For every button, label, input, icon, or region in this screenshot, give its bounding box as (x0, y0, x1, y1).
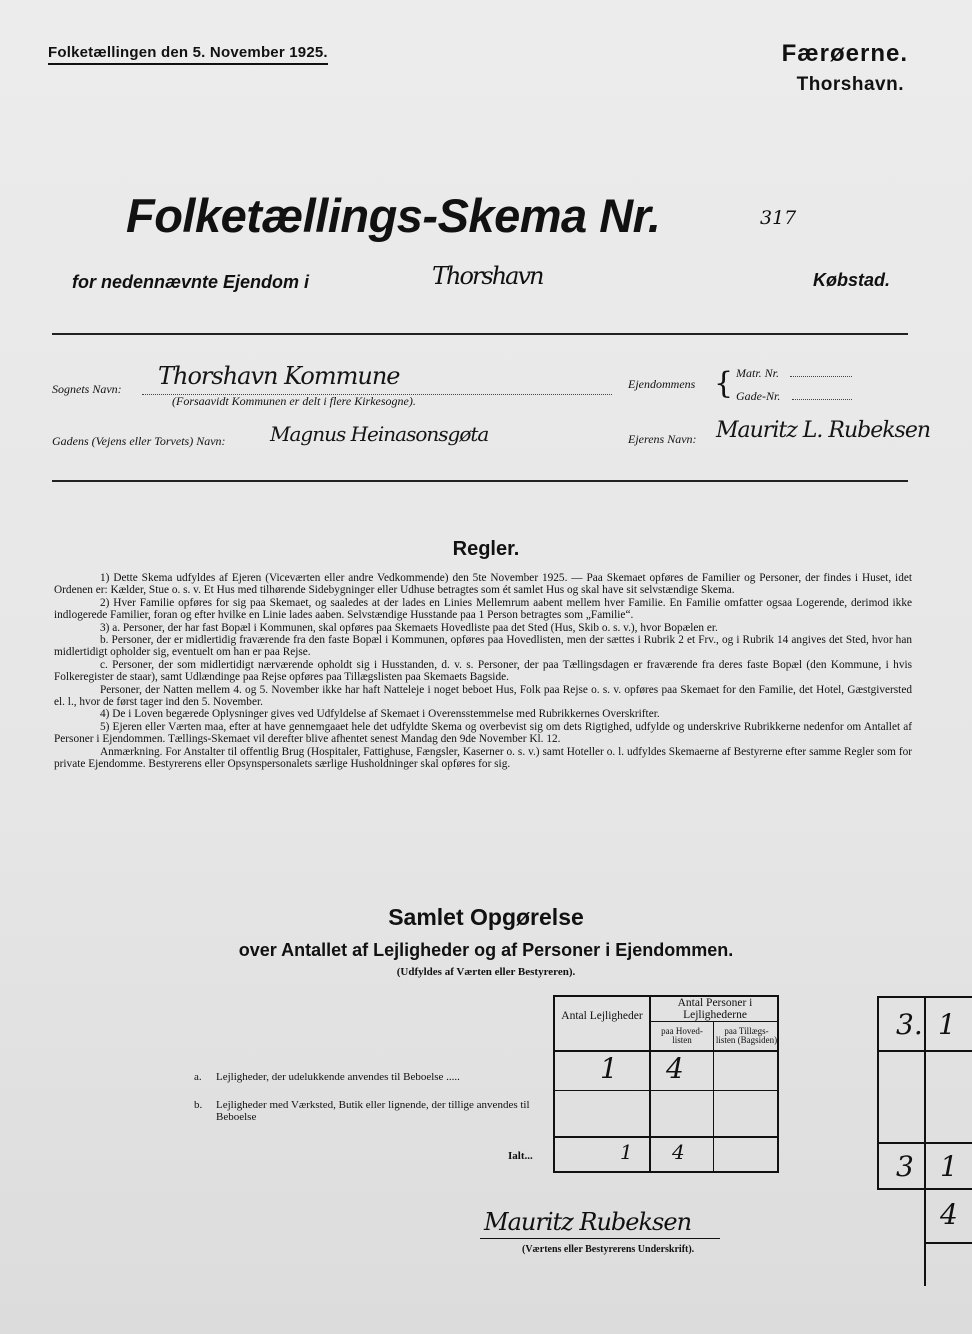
row-a-label: Lejligheder, der udelukkende anvendes til Beboelse ..... (216, 1071, 460, 1083)
rule-paragraph: Personer, der Natten mellem 4. og 5. November ikke har haft Natteleje i noget beboet Hus, Folk paa Rejse o. s. v. opføres paa Skemaet for den Familie, det Hotel, Gæstgiversted el. l., hvor de først tager ind den 5. November. (54, 683, 912, 709)
tally-mid-right: 1 (940, 1150, 958, 1183)
tally-top-right: 1 (938, 1008, 956, 1041)
tally-bottom: 4 (940, 1198, 958, 1231)
table-hline (649, 1021, 779, 1022)
rules-heading: Regler. (452, 538, 520, 560)
form-title: Folketællings-Skema Nr. (126, 189, 661, 242)
gade-label: Gade-Nr. (736, 389, 781, 403)
row-a-main-list: 4 (666, 1052, 684, 1085)
town-header: Thorshavn. (796, 74, 904, 95)
divider-top (52, 333, 908, 335)
rule-paragraph: 5) Ejeren eller Værten maa, efter at have gennemgaaet hele det udfyldte Skema og overbevist sig om dets Rigtighed, udfylde og underskrive Rubrikkerne nedenfor om Antallet af Personer i Ejendommen. Tællings-Skemaet vil derefter blive afhentet senest Mandag den 9de November Kl. 12. (54, 720, 912, 746)
matr-label: Matr. Nr. (736, 366, 780, 380)
signature-caption: (Værtens eller Bestyrerens Underskrift). (522, 1244, 695, 1255)
rule-paragraph: b. Personer, der er midlertidig fraværende fra den faste Bopæl i Kommunen, opføres paa Hovedlisten, men der sættes i Rubrik 2 et Frv., og i Rubrik 14 angives det Sted, hvor han midlertidigt opholder sig, eventuelt om han er paa Rejse. (54, 634, 912, 659)
parish-value: Thorshavn Kommune (158, 362, 400, 390)
street-label: Gadens (Vejens eller Torvets) Navn: (52, 434, 226, 448)
total-apartments: 1 (620, 1140, 633, 1164)
rule-paragraph: 1) Dette Skema udfyldes af Ejeren (Viceværten eller andre Vedkommende) den 5te November 1925. — Paa Skemaet opføres de Familier og Personer, der findes i Huset, idet Ordenen er: Kælder, Stue o. s. v. Et Hus med tilhørende Sidebygninger eller Udhuse betragtes som ét samlet Hus og skal have sit selvstændige Skema. (54, 572, 912, 597)
rule-paragraph: c. Personer, der som midlertidigt nærværende opholdt sig i Husstanden, d. v. s. Personer, der paa Tællingsdagen er fraværende fra deres faste Bopæl (den Kommune, i hvis Folkeregister de staar), samt Udlændinge paa Rejse opføres paa Tillægslisten paa Skemaets Bagside. (54, 658, 912, 684)
signature-line (480, 1238, 720, 1239)
rule-paragraph: 4) De i Loven begærede Oplysninger gives ved Udfyldelse af Skemaet i Overensstemmelse med Rubrikkernes Overskrifter. (100, 708, 660, 721)
row-a-prefix: a. (194, 1071, 202, 1083)
owner-label: Ejerens Navn: (628, 432, 697, 446)
summary-subheading: over Antallet af Lejligheder og af Personer i Ejendommen. (238, 940, 734, 960)
col-persons-header: Antal Personer i Lejlighederne (677, 997, 753, 1021)
street-value: Magnus Heinasonsgøta (270, 422, 489, 446)
total-main-list: 4 (672, 1140, 685, 1164)
divider-bottom (52, 480, 908, 482)
tally-top-left: 3. (896, 1008, 923, 1041)
property-label: Ejendommens (628, 377, 696, 391)
rules-text (54, 572, 912, 771)
parish-label: Sognets Navn: (52, 382, 122, 396)
subtitle-left: for nedennævnte Ejendom i (72, 272, 310, 292)
gade-line (792, 389, 852, 400)
owner-value: Mauritz L. Rubeksen (716, 418, 931, 443)
total-label: Ialt... (508, 1150, 533, 1162)
host-signature: Mauritz Rubeksen (484, 1208, 692, 1236)
rule-note: Anmærkning. For Anstalter til offentlig Brug (Hospitaler, Fattighuse, Fængsler, Kaserner o. s. v.) samt Hoteller o. l. udfyldes Skemaerne af Bestyrerne efter samme Regler som for private Ejendomme. Bestyrerens eller Opsynspersonalets særlige Husholdninger skal opføres for sig. (54, 745, 912, 771)
summary-heading: Samlet Opgørelse (388, 904, 584, 930)
table-hline (553, 1090, 779, 1091)
row-a-apartments: 1 (600, 1052, 618, 1085)
tally-hline (877, 1050, 972, 1052)
summary-note: (Udfyldes af Værten eller Bestyreren). (396, 966, 576, 978)
col-main-list-header: paa Hoved- listen (661, 1026, 703, 1045)
parish-note: (Forsaavidt Kommunen er delt i flere Kirkesogne). (172, 394, 416, 408)
row-b-label: Lejligheder med Værksted, Butik eller lignende, der tillige anvendes til Beboelse (216, 1099, 530, 1123)
rule-paragraph: 3) a. Personer, der har fast Bopæl i Kommunen, skal opføres paa Skemaets Hovedliste paa det Sted (Hus, Skib o. s. v.), hvor Bopælen er. (100, 621, 718, 634)
col-supp-list-header: paa Tillægs- listen (Bagsiden) (715, 1026, 778, 1045)
table-hline (553, 1136, 779, 1138)
matr-line (790, 366, 852, 377)
tally-hline (924, 1242, 972, 1244)
region-header: Færøerne. (781, 40, 908, 67)
tally-hline (877, 1142, 972, 1144)
rule-paragraph: 2) Hver Familie opføres for sig paa Skemaet, og saaledes at der lades en Linies Mellemrum aabent mellem hver Familie. En Familie omfatter ogsaa Logerende, derimod ikke indlogerede Familier, foran og efter hvilke en Linie lades aaben. Selvstændige Husstande paa 1 Person betragtes som „Familie“. (54, 596, 912, 622)
brace-icon: { (714, 366, 734, 401)
subtitle-right: Købstad. (812, 270, 890, 290)
tally-mid-left: 3 (896, 1150, 914, 1183)
col-apartments-header: Antal Lejligheder (561, 1010, 643, 1022)
row-b-prefix: b. (194, 1099, 203, 1111)
form-number: 317 (760, 207, 797, 229)
census-date-header: Folketællingen den 5. November 1925. (48, 44, 328, 65)
place-handwritten: Thorshavn (432, 262, 543, 290)
